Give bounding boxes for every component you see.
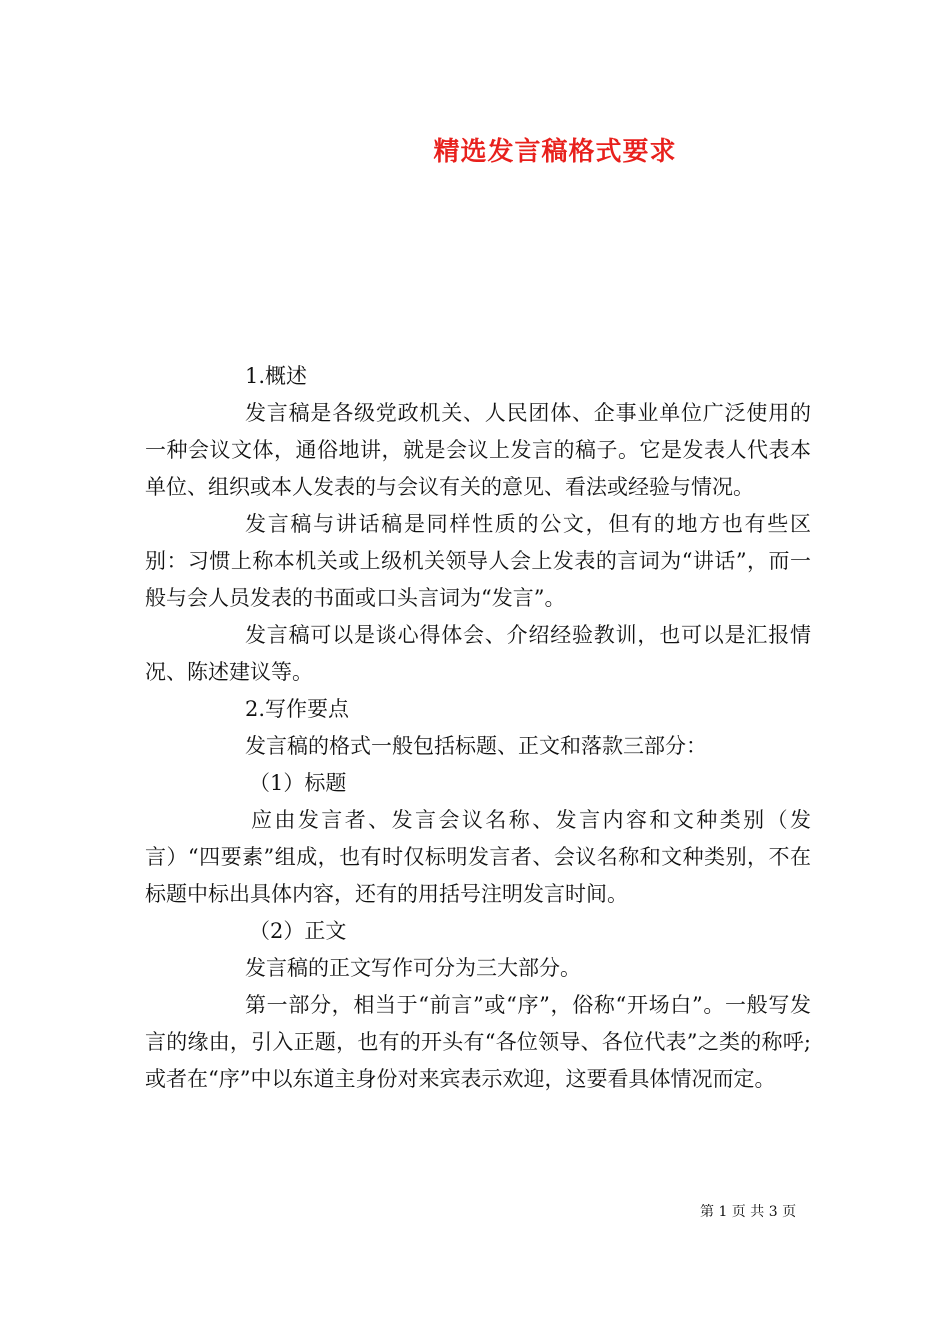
paragraph: 发言稿的格式一般包括标题、正文和落款三部分： — [245, 734, 707, 758]
paragraph: 发言稿可以是谈心得体会、介绍经验教训，也可以是汇报情况、陈述建议等。 — [145, 623, 811, 684]
paragraph: 发言稿与讲话稿是同样性质的公文，但有的地方也有些区别：习惯上称本机关或上级机关领导人会上发表的言词为“讲话”，而一般与会人员发表的书面或口头言词为“发言”。 — [145, 512, 811, 610]
section-heading-writing-points: 2.写作要点 — [245, 697, 350, 721]
document-body — [145, 358, 811, 1098]
section-heading-overview: 1.概述 — [245, 364, 308, 388]
subheading-title: （1）标题 — [249, 771, 347, 795]
paragraph: 发言稿的正文写作可分为三大部分。 — [245, 956, 581, 980]
paragraph: 第一部分，相当于“前言”或“序”，俗称“开场白”。一般写发言的缘由，引入正题，也有的开头有“各位领导、各位代表”之类的称呼;或者在“序”中以东道主身份对来宾表示欢迎，这要看具体情况而定。 — [145, 993, 811, 1091]
paragraph: 发言稿是各级党政机关、人民团体、企事业单位广泛使用的一种会议文体，通俗地讲，就是会议上发言的稿子。它是发表人代表本单位、组织或本人发表的与会议有关的意见、看法或经验与情况。 — [145, 401, 811, 499]
subheading-body: （2）正文 — [249, 919, 347, 943]
paragraph: 应由发言者、发言会议名称、发言内容和文种类别（发言）“四要素”组成，也有时仅标明发言者、会议名称和文种类别，不在标题中标出具体内容，还有的用括号注明发言时间。 — [145, 808, 811, 906]
page-number-footer: 第 1 页 共 3 页 — [700, 1204, 797, 1220]
document-title: 精选发言稿格式要求 — [433, 137, 677, 167]
